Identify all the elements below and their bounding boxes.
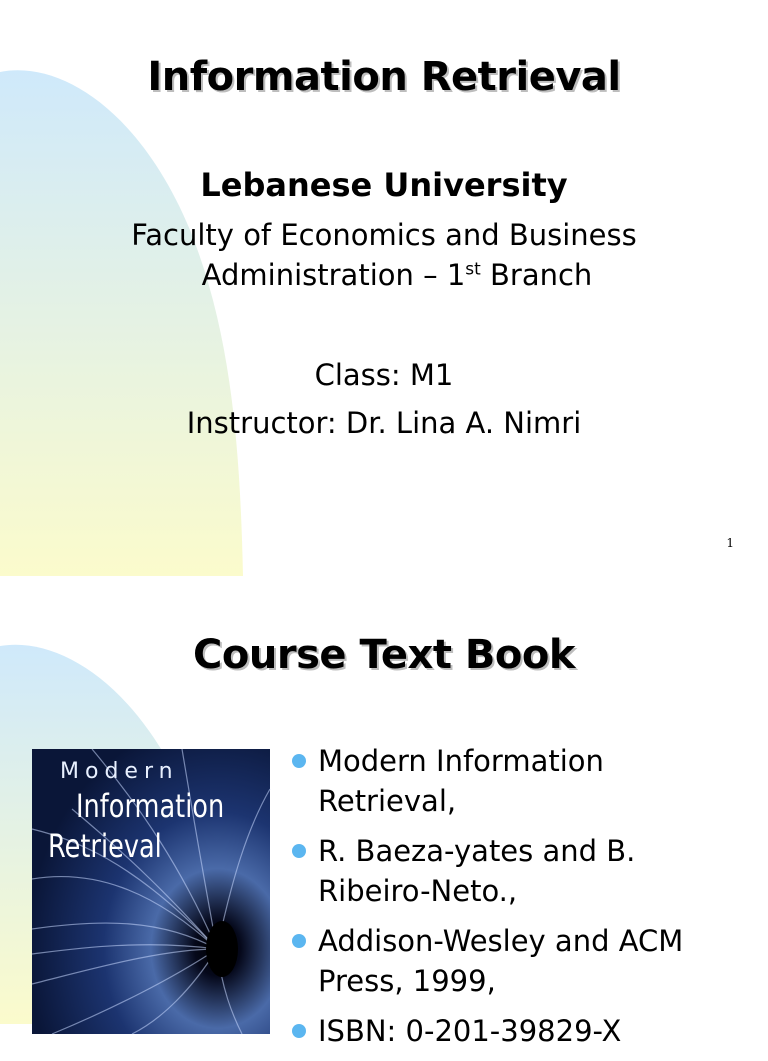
cover-title-line-3: Retrieval: [48, 827, 162, 865]
slide-2: [0, 576, 768, 1048]
list-item: [288, 831, 748, 911]
list-item-text: Addison-Wesley and ACM Press, 1999,: [318, 924, 684, 998]
book-cover-image: [32, 749, 270, 1034]
bullet-icon: [292, 1024, 306, 1038]
list-item-text: Modern Information Retrieval,: [318, 744, 604, 818]
faculty-line-2: [0, 258, 768, 292]
faculty-line-2-text: Administration – 1: [201, 258, 466, 292]
slide-title: Information Retrieval: [147, 54, 621, 100]
slide-title: Course Text Book: [193, 632, 575, 678]
faculty-line-2-branch: Branch: [480, 258, 593, 292]
list-item-text: ISBN: 0-201-39829-X: [318, 1014, 622, 1048]
university-name: Lebanese University: [200, 166, 568, 204]
bullet-icon: [292, 934, 306, 948]
list-item: [288, 921, 748, 1001]
list-item-text: R. Baeza-yates and B. Ribeiro-Neto.,: [318, 834, 636, 908]
bullet-icon: [292, 844, 306, 858]
class-label: Class: M1: [314, 358, 454, 392]
cover-title-line-2: Information: [76, 787, 225, 825]
list-item: [288, 1011, 748, 1051]
list-item: [288, 741, 748, 821]
ordinal-suffix: st: [465, 259, 481, 280]
bullet-icon: [292, 754, 306, 768]
faculty-line-1: Faculty of Economics and Business: [131, 218, 637, 252]
instructor-label: Instructor: Dr. Lina A. Nimri: [186, 406, 582, 440]
page-number: 1: [726, 536, 734, 550]
book-details-list: [288, 741, 748, 1061]
cover-title-line-1: Modern: [60, 759, 179, 784]
